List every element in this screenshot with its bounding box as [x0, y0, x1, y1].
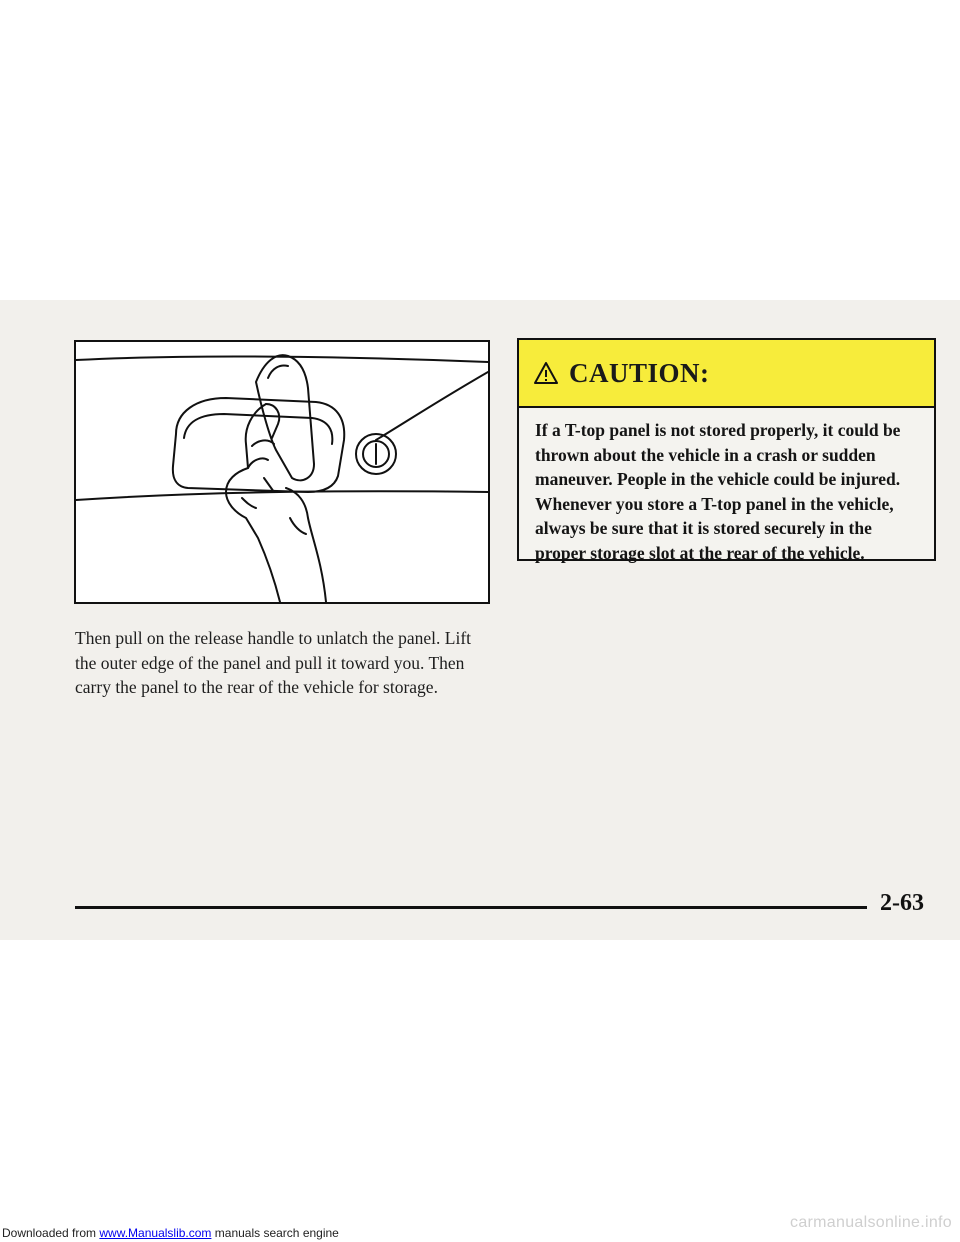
warning-triangle-icon	[533, 361, 559, 385]
release-handle-illustration	[74, 340, 490, 604]
manualslib-link[interactable]: www.Manualslib.com	[99, 1226, 212, 1240]
body-paragraph	[75, 626, 495, 700]
caution-line: proper storage slot at the rear of the vehicle.	[535, 542, 865, 563]
caution-box	[517, 338, 936, 561]
caution-text	[519, 408, 934, 565]
footer-rule	[75, 906, 867, 909]
body-line: Then pull on the release handle to unlatch the panel. Lift	[75, 628, 472, 648]
caution-line: thrown about the vehicle in a crash or sudden	[535, 444, 876, 465]
caution-line: Whenever you store a T-top panel in the vehicle,	[535, 493, 894, 514]
caution-line: always be sure that it is stored securely in the	[535, 518, 872, 538]
body-line: the outer edge of the panel and pull it toward you. Then	[75, 652, 465, 673]
download-footer	[2, 1226, 339, 1240]
caution-line: maneuver. People in the vehicle could be injured.	[535, 469, 901, 489]
caution-title: CAUTION:	[569, 357, 710, 388]
caution-header	[519, 340, 934, 408]
page-number: 2-63	[880, 890, 924, 916]
footer-prefix: Downloaded from	[2, 1226, 100, 1240]
body-line: carry the panel to the rear of the vehicle for storage.	[75, 677, 438, 697]
caution-line: If a T-top panel is not stored properly, it could be	[535, 420, 901, 440]
watermark: carmanualsonline.info	[790, 1214, 952, 1231]
footer-suffix: manuals search engine	[211, 1226, 339, 1240]
